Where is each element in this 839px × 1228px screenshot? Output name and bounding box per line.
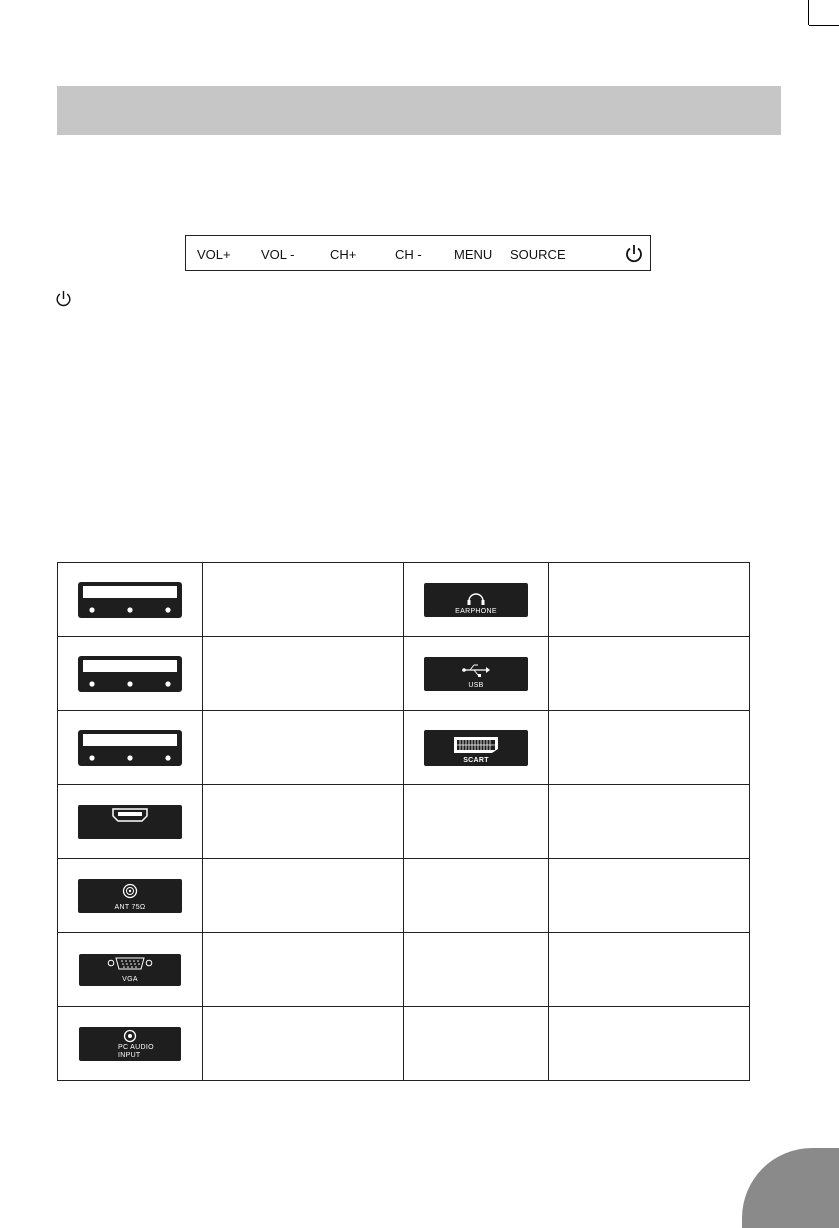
- antenna-port-label: ANT 75Ω: [114, 903, 146, 911]
- antenna-port-cell: [58, 859, 203, 933]
- pc-audio-input-port-icon: [78, 1026, 182, 1062]
- pc-audio-port-label-line2: INPUT: [118, 1051, 141, 1059]
- scart-port-cell: [404, 711, 549, 785]
- section-title-band: [57, 86, 781, 135]
- pc-audio-port-label-line1: PC AUDIO: [118, 1043, 154, 1051]
- table-cell: [549, 563, 750, 637]
- ch-up-button-label: CH+: [330, 247, 357, 262]
- av-port-cell: [58, 563, 203, 637]
- earphone-port-label: EARPHONE: [455, 607, 497, 615]
- antenna-port-icon: [77, 878, 183, 914]
- av-port-cell: [58, 711, 203, 785]
- table-cell: [549, 1007, 750, 1081]
- vga-port-cell: [58, 933, 203, 1007]
- crop-mark-horizontal: [809, 25, 839, 26]
- power-icon: [55, 290, 72, 308]
- table-cell: [404, 1007, 549, 1081]
- table-cell: [203, 859, 404, 933]
- crop-mark-vertical: [808, 0, 809, 25]
- table-cell: [549, 859, 750, 933]
- scart-port-icon: [423, 729, 529, 767]
- ypbpr-input-port-icon: [77, 729, 183, 767]
- usb-port-cell: [404, 637, 549, 711]
- table-cell: [549, 637, 750, 711]
- earphone-port-cell: [404, 563, 549, 637]
- table-cell: [549, 785, 750, 859]
- table-row: [58, 637, 750, 711]
- table-cell: [404, 859, 549, 933]
- table-cell: [203, 933, 404, 1007]
- front-button-panel: [185, 235, 651, 271]
- table-cell: [203, 563, 404, 637]
- usb-port-icon: [423, 656, 529, 692]
- vga-port-icon: [78, 953, 182, 987]
- vga-port-label: VGA: [122, 975, 138, 983]
- vol-up-button-label: VOL+: [197, 247, 231, 262]
- power-icon: [625, 244, 643, 264]
- component-input-port-icon: [77, 655, 183, 693]
- menu-button-label: MENU: [454, 247, 493, 262]
- table-row: [58, 1007, 750, 1081]
- table-row: [58, 711, 750, 785]
- av-port-cell: [58, 637, 203, 711]
- hdmi-port-icon: [77, 804, 183, 840]
- table-cell: [203, 711, 404, 785]
- table-row: [58, 563, 750, 637]
- source-button-label: SOURCE: [510, 247, 566, 262]
- scart-port-label: SCART: [463, 756, 489, 764]
- ch-down-button-label: CH -: [395, 247, 422, 262]
- table-cell: [404, 933, 549, 1007]
- connector-table: [57, 562, 750, 1081]
- table-row: [58, 785, 750, 859]
- table-cell: [203, 637, 404, 711]
- table-cell: [549, 933, 750, 1007]
- pc-audio-port-cell: [58, 1007, 203, 1081]
- av-input-port-icon: [77, 581, 183, 619]
- vol-down-button-label: VOL -: [261, 247, 295, 262]
- table-row: [58, 933, 750, 1007]
- table-cell: [549, 711, 750, 785]
- table-row: [58, 859, 750, 933]
- earphone-port-icon: [423, 582, 529, 618]
- page-number-tab: [742, 1148, 839, 1228]
- table-cell: [404, 785, 549, 859]
- table-cell: [203, 1007, 404, 1081]
- hdmi-port-cell: [58, 785, 203, 859]
- table-cell: [203, 785, 404, 859]
- usb-port-label: USB: [468, 681, 484, 689]
